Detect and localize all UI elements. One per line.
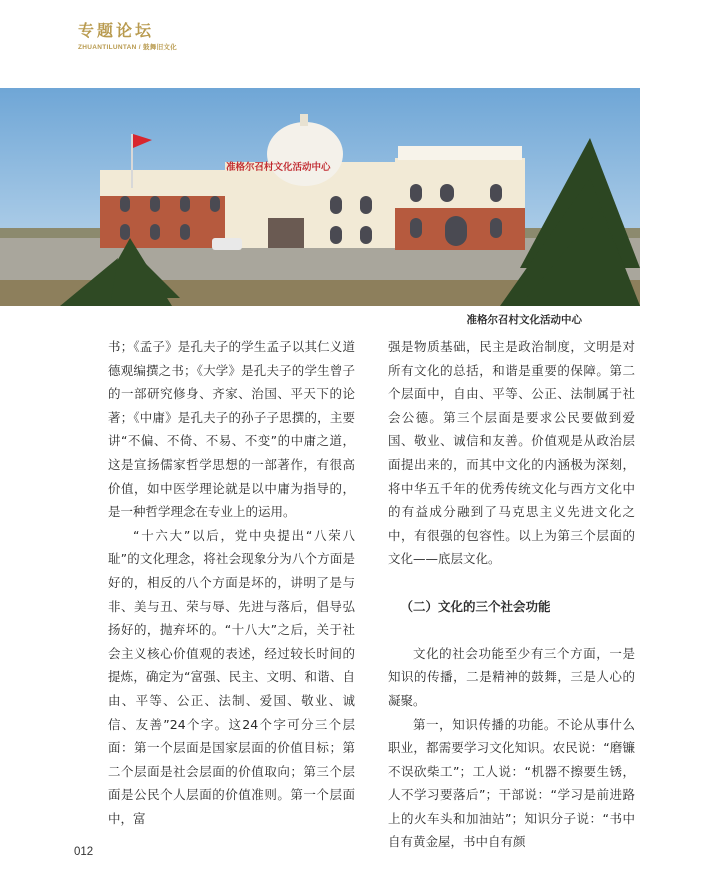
paragraph: 强是物质基础，民主是政治制度，文明是对所有文化的总括，和谐是重要的保障。第二个层面中，自由、平等、公正、法制属于社会公德。第三个层面是要求公民要做到爱国、敬业、诚信和友善。价值观是从政治层面提出来的，而其中文化的内涵极为深刻，将中华五千年的优秀传统文化与西方文化中的有益成分融到了马克思主义先进文化之中，有很强的包容性。以上为第三个层面的文化——底层文化。 <box>388 339 635 567</box>
running-header <box>78 22 177 51</box>
spacer <box>388 571 635 595</box>
section-subheading: （二）文化的三个社会功能 <box>400 598 551 614</box>
dome <box>267 122 343 186</box>
section-title: 专题论坛 <box>78 21 155 40</box>
right-column <box>388 335 635 854</box>
paragraph: “十六大”以后，党中央提出“八荣八耻”的文化理念，将社会现象分为八个方面是好的，相反的八个方面是坏的，讲明了是与非、美与丑、荣与辱、先进与落后，倡导弘扬好的，抛弃坏的。“十八大”之后，关于社会主义核心价值观的表述，经过较长时间的提炼，确定为“富强、民主、文明、和谐、自由、平等、公正、法制、爱国、敬业、诚信、友善”24个字。这24个字可分三个层面：第一个层面是国家层面的价值目标；第二个层面是社会层面的价值取向；第三个层面是公民个人层面的价值准则。第一个层面中，富 <box>108 527 355 826</box>
left-column <box>108 335 355 830</box>
paragraph: 文化的社会功能至少有三个方面，一是知识的传播，二是精神的鼓舞，三是人心的凝聚。 <box>388 645 635 708</box>
paragraph: 第一，知识传播的功能。不论从事什么职业，都需要学习文化知识。农民说：“磨镰不误砍柴工”；工人说：“机器不擦要生锈，人不学习要落后”；干部说：“学习是前进路上的火车头和加油站”；知识分子说：“书中自有黄金屋，书中自有颜 <box>388 716 635 850</box>
car <box>212 238 242 250</box>
photo-caption: 准格尔召村文化活动中心 <box>466 314 582 326</box>
page-number: 012 <box>74 846 94 858</box>
entrance <box>268 218 304 248</box>
building-sign: 准格尔召村文化活动中心 <box>226 162 331 173</box>
section-subtitle: ZHUANTILUNTAN / 鼓舞旧文化 <box>78 44 177 51</box>
paragraph: 书；《孟子》是孔夫子的学生孟子以其仁义道德观编撰之书；《大学》是孔夫子的学生曾子的一部研究修身、齐家、治国、平天下的论著；《中庸》是孔夫子的孙子子思撰的，主要讲“不偏、不倚、不易、不变”的中庸之道，这是宣扬儒家哲学思想的一部著作，有很高价值，如中医学理论就是以中庸为指导的，是一种哲学理念在专业上的运用。 <box>108 339 355 520</box>
cultural-center-photo <box>0 88 640 306</box>
spacer <box>388 618 635 642</box>
